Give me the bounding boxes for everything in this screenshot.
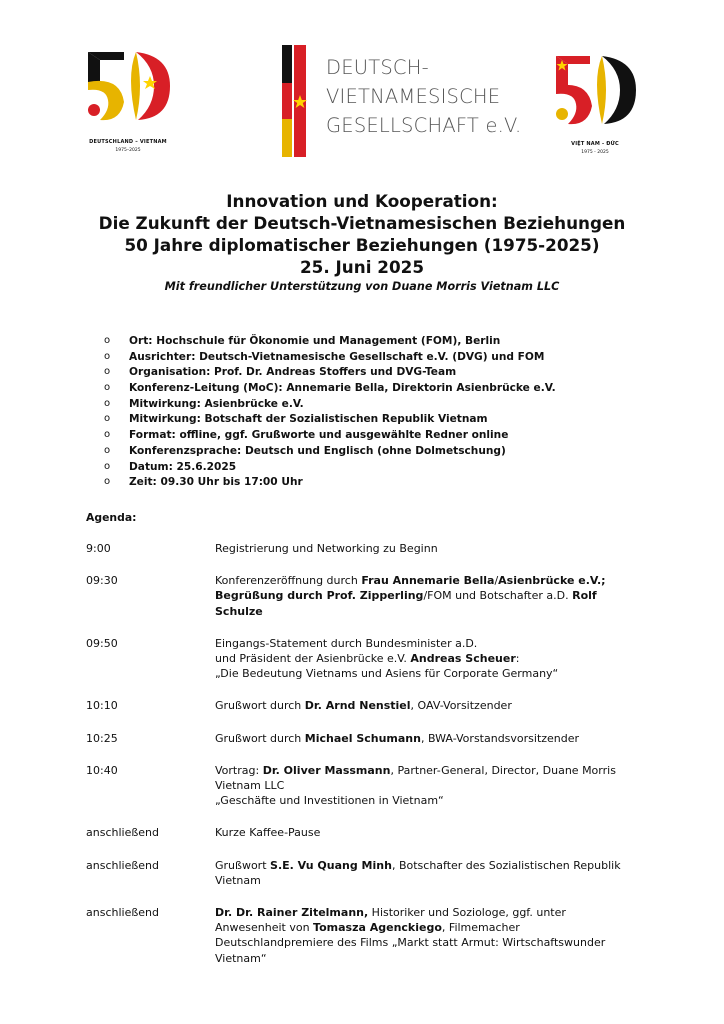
agenda-time: 9:00 xyxy=(86,542,111,555)
event-info-list xyxy=(104,335,664,492)
logo-years-left: 1975–2025 xyxy=(115,148,141,153)
document-title xyxy=(0,190,724,293)
bullet: o xyxy=(104,382,111,394)
info-item-host: o Ausrichter: Deutsch-Vietnamesische Gesellschaft e.V. (DVG) und FOM xyxy=(104,350,545,363)
agenda-item xyxy=(86,636,646,682)
anniversary-logo-vietnam-germany xyxy=(548,50,642,158)
agenda-desc: Kurze Kaffee-Pause xyxy=(215,826,321,840)
sponsor-subtitle: Mit freundlicher Unterstützung von Duane Morris Vietnam LLC xyxy=(164,280,560,293)
agenda-time: 09:50 xyxy=(86,636,118,650)
bullet: o xyxy=(104,476,111,488)
title-date: 25. Juni 2025 xyxy=(299,257,424,277)
dvg-name xyxy=(326,53,521,140)
bullet: o xyxy=(104,335,111,346)
agenda-desc: Grußwort S.E. Vu Quang Minh, Botschafter des Sozialistischen Republik Vietnam xyxy=(215,858,621,887)
info-item-moderation: o Konferenz-Leitung (MoC): Annemarie Bella, Direktorin Asienbrücke e.V. xyxy=(104,382,556,395)
agenda-desc: Registrierung und Networking zu Beginn xyxy=(215,542,438,555)
info-item-participation-2: o Mitwirkung: Botschaft der Sozialistischen Republik Vietnam xyxy=(104,413,488,426)
bullet: o xyxy=(104,444,111,456)
agenda-desc: Konferenzeröffnung durch Frau Annemarie Bella/Asienbrücke e.V.; Begrüßung durch Prof. Zipperling/FOM und Botschafter a.D. Rolf Schulze xyxy=(215,574,606,618)
bullet: o xyxy=(104,460,111,472)
fifty-years-emblem-left xyxy=(80,46,176,126)
agenda-desc: Grußwort durch Dr. Arnd Nenstiel, OAV-Vorsitzender xyxy=(215,699,512,713)
agenda-desc: Dr. Dr. Rainer Zitelmann, Historiker und Soziologe, ggf. unter Anwesenheit von Tomasza Agenckiego, Filmemacher Deutschlandpremiere des Films „Markt statt Armut: Wirtschaftswunder Vietnam“ xyxy=(215,906,606,965)
agenda-item xyxy=(86,573,646,619)
info-item-language: o Konferenzsprache: Deutsch und Englisch (ohne Dolmetschung) xyxy=(104,444,506,457)
agenda-item xyxy=(86,731,646,746)
agenda-time: 10:25 xyxy=(86,731,118,745)
info-item-organisation: o Organisation: Prof. Dr. Andreas Stoffers und DVG-Team xyxy=(104,366,457,379)
agenda-item xyxy=(86,825,646,840)
dvg-logo xyxy=(280,45,522,157)
fifty-years-emblem-right xyxy=(548,50,642,130)
agenda-time: 10:40 xyxy=(86,763,118,777)
info-item-location: o Ort: Hochschule für Ökonomie und Management (FOM), Berlin xyxy=(104,335,501,347)
info-item-participation-1: o Mitwirkung: Asienbrücke e.V. xyxy=(104,397,304,410)
agenda-item xyxy=(86,858,646,888)
agenda-time: anschließend xyxy=(86,906,159,920)
bullet: o xyxy=(104,366,111,378)
dvg-flag-bars xyxy=(280,45,316,157)
agenda-desc: Vortrag: Dr. Oliver Massmann, Partner-General, Director, Duane Morris Vietnam LLC „Geschäfte und Investitionen in Vietnam“ xyxy=(215,763,616,808)
title-line-3: 50 Jahre diplomatischer Beziehungen (1975-2025) xyxy=(124,235,600,255)
agenda-time: 09:30 xyxy=(86,574,118,588)
bullet: o xyxy=(104,350,111,362)
agenda-heading: Agenda: xyxy=(86,511,137,524)
agenda-time: 10:10 xyxy=(86,699,118,713)
agenda-item xyxy=(86,541,646,556)
agenda-time: anschließend xyxy=(86,858,159,872)
bullet: o xyxy=(104,413,111,425)
title-line-2: Die Zukunft der Deutsch-Vietnamesischen Beziehungen xyxy=(98,213,626,233)
bullet: o xyxy=(104,429,111,441)
info-item-date: o Datum: 25.6.2025 xyxy=(104,460,237,473)
logo-caption-left: DEUTSCHLAND – VIETNAM xyxy=(89,139,167,145)
agenda-list xyxy=(86,541,646,966)
agenda-item xyxy=(86,905,646,966)
dvg-name-line-3: GESELLSCHAFT e.V. xyxy=(326,114,522,137)
agenda-desc: Grußwort durch Michael Schumann, BWA-Vorstandsvorsitzender xyxy=(215,731,580,745)
bullet: o xyxy=(104,397,111,409)
title-line-1: Innovation und Kooperation: xyxy=(226,191,498,211)
agenda-desc: Eingangs-Statement durch Bundesminister a.D. und Präsident der Asienbrücke e.V. Andreas Scheuer: „Die Bedeutung Vietnams und Asiens für Corporate Germany“ xyxy=(215,636,559,681)
agenda-time: anschließend xyxy=(86,826,159,840)
agenda-item xyxy=(86,698,646,713)
logo-caption-right: VIỆT NAM - ĐỨC xyxy=(571,141,619,147)
dvg-name-line-2: VIETNAMESISCHE xyxy=(326,85,501,108)
info-item-format: o Format: offline, ggf. Grußworte und ausgewählte Redner online xyxy=(104,429,509,442)
info-item-time: o Zeit: 09.30 Uhr bis 17:00 Uhr xyxy=(104,476,303,489)
anniversary-logo-germany-vietnam xyxy=(80,46,176,156)
logo-years-right: 1975 - 2025 xyxy=(581,150,609,155)
agenda-item xyxy=(86,763,646,809)
dvg-name-line-1: DEUTSCH- xyxy=(326,56,429,79)
